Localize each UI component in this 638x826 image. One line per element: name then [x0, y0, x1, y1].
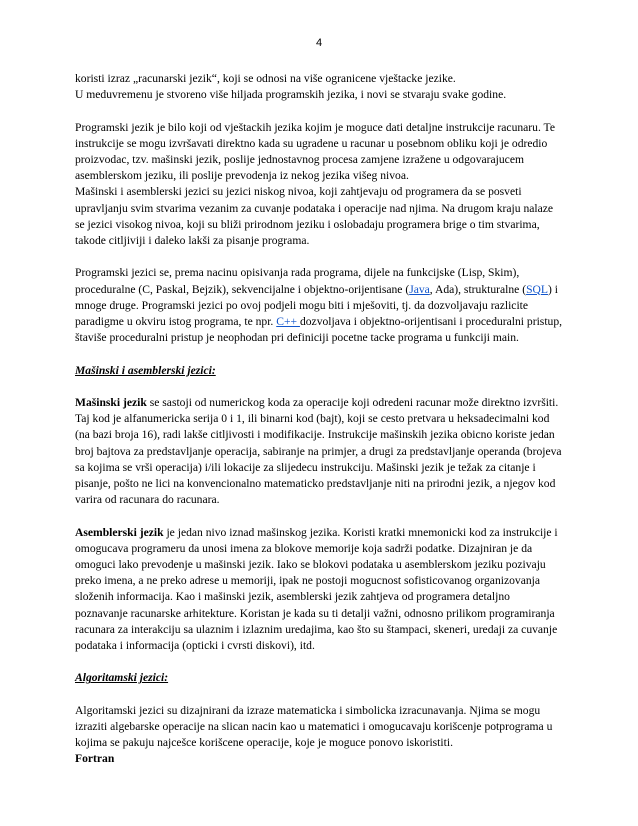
assembly-language-term: Asemblerski jezik — [75, 525, 164, 539]
assembly-language-paragraph — [75, 525, 565, 655]
spacer — [75, 687, 565, 703]
assembly-language-text: je jedan nivo iznad mašinskog jezika. Koristi kratki mnemonicki kod za instrukcije i omogucava programeru da unosi imena za blokove memorije koja sadrži podatke. Dizajniran je da omoguci lako prevodenje u mašinski jezik. Iako se blokovi podataka u asemblerskom jeziku pozivaju preko imena, a ne preko adrese u memoriji, ipak ne postoji mogucnost sofisticovanog organizovanja složenih informacija. Kao i mašinski jezik, asemblerski jezik zahtjeva od programera detaljno poznavanje racunarske arhitekture. Koristan je kada su ti detalji važni, odnosno prilikom programiranja racunara za interakciju sa ulaznim i izlaznim uredajima, kao što su štampaci, skeneri, uredaji za cuvanje podataka i informacija (opticki i cvrsti diskovi), itd. — [75, 525, 558, 653]
paradigms-paragraph — [75, 265, 565, 346]
document-body — [75, 71, 565, 768]
paradigms-text-1: Programski jezici se, prema nacinu opisivanja rada programa, dijele na funkcijske (Lisp, Skim), proceduralne (C, Paskal, Bejzik), sekvencijalne i objektno-orijentisane ( — [75, 266, 520, 296]
low-high-level-paragraph: Mašinski i asemblerski jezici su jezici niskog nivoa, koji zahtjevaju od programera da se posveti upravljanju svim stvarima vezanim za cuvanje podataka i operacije nad njima. Na drugom kraju nalaze se jezici visokog nivoa, koji su bliži prirodnom jeziku i oslobadaju programera brige o tim stvarima, takode citljiviji i daleko lakši za pisanje programa. — [75, 185, 554, 248]
machine-language-term: Mašinski jezik — [75, 396, 147, 409]
spacer — [75, 654, 565, 670]
algorithmic-languages-paragraph: Algoritamski jezici su dizajnirani da izraze matematicka i simbolicka izracunavanja. Njima se mogu izraziti algebarske operacije na slican nacin kao u matematici i omogucavaju korišcenje potprograma u kojima se pakuju najcešce korišcene operacije, koje je moguce ponovo iskoristiti. — [75, 703, 553, 750]
java-link[interactable]: Java — [409, 282, 430, 296]
programming-language-definition-paragraph: Programski jezik je bilo koji od vještackih jezika kojim je moguce dati detaljne instrukcije racunaru. Te instrukcije se mogu izvršavati direktno kada su ugradene u racunar u posebnom obliku koji je odredio proizvodac, tzv. mašinski jezik, poslije jednostavnog procesa zamjene izražene u odgovarajucem asemblerskom jeziku, ili poslije prevodenja iz nekog jezika višeg nivoa. — [75, 120, 555, 183]
fortran-heading: Fortran — [75, 752, 115, 766]
paradigms-text-2: , Ada), strukturalne ( — [429, 282, 527, 296]
sql-link[interactable]: SQL — [526, 282, 548, 296]
spacer — [75, 508, 565, 524]
intro-line-2: U meduvremenu je stvoreno više hiljada programskih jezika, i novi se stvaraju svake godine. — [75, 88, 507, 102]
intro-paragraph — [75, 71, 565, 103]
spacer — [75, 103, 565, 119]
paradigms-text-4: dozvoljava i objektno-orijentisani i proceduralni pristup, štaviše proceduralni pristup je neophodan pri definiciji pocetne tacke programa u funkciji main. — [75, 315, 563, 345]
page-number: 4 — [315, 37, 323, 49]
section-heading-algorithmic: Algoritamski jezici: — [75, 671, 169, 685]
paradigms-text-3: ) i mnoge druge. Programski jezici po ovoj podjeli mogu biti i mješoviti, tj. da dozvoljavaju razlicite paradigme u okviru istog programa, te npr. — [75, 282, 558, 329]
machine-language-text: se sastoji od numerickog koda za operacije koji odredeni racunar može direktno izvršiti. Taj kod je alfanumericka serija 0 i 1, ili binarni kod (bajt), koji se cesto pretvara u heksadecimalni kod (na bazi broja 16), radi lakše citljivosti i modifikacije. Instrukcije mašinskih jezika obicno koriste jedan broj bajtova za predstavljanje operacija, sabiranje na primjer, a drugi za predstavljanje operanda (brojeva sa kojima se vrši operacija) i/ili lokacije za slijedecu instrukciju. Mašinski jezik je težak za citanje i pisanje, pošto ne lici na konvencionalno matematicko predstavljanje niti na prirodni jezik, a njegov kod varira od racunara do racunara. — [75, 396, 562, 507]
cpp-link[interactable]: C++ — [276, 315, 300, 329]
intro-line-1: koristi izraz „racunarski jezik“, koji se odnosi na više ogranicene vještacke jezike. — [75, 72, 456, 85]
machine-language-paragraph — [75, 395, 565, 508]
spacer — [75, 379, 565, 395]
section-heading-machine-assembly: Mašinski i asemblerski jezici: — [75, 363, 216, 377]
spacer — [75, 346, 565, 362]
spacer — [75, 249, 565, 265]
